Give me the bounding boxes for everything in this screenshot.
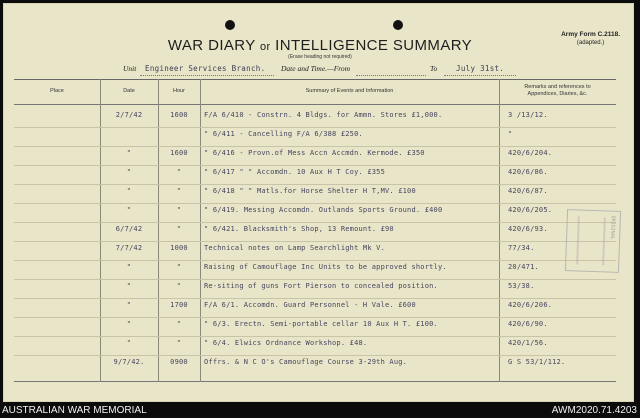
entry-date: 2/7/42 (115, 111, 143, 119)
row-divider (14, 317, 616, 318)
entry-hour: 1000 (170, 244, 188, 252)
entry-remarks: G S 53/1/112. (508, 358, 566, 366)
entry-summary: " 6/421. Blacksmith's Shop, 13 Remount. £90 (204, 225, 394, 233)
entry-hour: " (176, 187, 182, 195)
entry-summary: " 6/419. Messing Accomdn. Outlands Sports Ground. £400 (204, 206, 443, 214)
entry-date: " (126, 301, 132, 309)
header-remarks-line2: Appendices, Diaries, &c. (527, 91, 588, 97)
entry-date: " (126, 339, 132, 347)
entry-hour: " (176, 225, 182, 233)
row-divider (14, 146, 616, 147)
entry-summary: Raising of Camouflage Inc Units to be approved shortly. (204, 263, 447, 271)
entry-hour: 1600 (170, 111, 188, 119)
entry-hour: 1600 (170, 149, 188, 157)
title-or: or (259, 41, 271, 53)
entry-date: 6/7/42 (115, 225, 143, 233)
entry-date: " (126, 149, 132, 157)
page-subtitle: (Erase heading not required) (288, 54, 352, 60)
header-place: Place (50, 88, 64, 94)
entry-date: " (126, 320, 132, 328)
entry-hour: " (176, 282, 182, 290)
entry-date: 9/7/42. (113, 358, 145, 366)
row-divider (14, 165, 616, 166)
entry-summary: " 6/411 - Cancelling F/A 6/388 £250. (204, 130, 363, 138)
entry-hour: " (176, 320, 182, 328)
page-title (0, 37, 640, 54)
entry-date: " (126, 206, 132, 214)
row-divider (14, 279, 616, 280)
footer-institution: AUSTRALIAN WAR MEMORIAL (2, 405, 147, 416)
entry-summary: " 6/417 " " Accomdn. 10 Aux H T Coy. £355 (204, 168, 385, 176)
datetime-label: Date and Time.—From (281, 64, 351, 73)
entry-summary: " 6/416 - Provn.of Mess Accn Accmdn. Kermode. £350 (204, 149, 425, 157)
form-adapted-text: (adapted.) (576, 40, 605, 46)
header-remarks (499, 84, 616, 98)
footer-bar (0, 404, 640, 418)
entry-remarks: 20/471. (508, 263, 539, 271)
row-divider (14, 241, 616, 242)
title-war-diary: WAR DIARY (167, 37, 256, 54)
entry-remarks: 420/6/205. (508, 206, 553, 214)
entry-remarks: 420/6/206. (508, 301, 553, 309)
entry-remarks: 420/1/56. (508, 339, 548, 347)
to-value (456, 64, 504, 73)
entry-remarks: 3 /13/12. (508, 111, 548, 119)
entry-date: " (126, 263, 132, 271)
row-divider (14, 127, 616, 128)
row-divider (14, 203, 616, 204)
entry-remarks: 420/6/87. (508, 187, 548, 195)
entry-remarks: 77/34. (508, 244, 535, 252)
unit-label: Unit (123, 64, 137, 73)
unit-underline (140, 75, 274, 76)
row-divider (14, 184, 616, 185)
unit-value-text: Engineer Services Branch. (145, 64, 266, 73)
entry-summary: Re-siting of guns Fort Pierson to concealed position. (204, 282, 438, 290)
row-divider (14, 336, 616, 337)
entry-remarks: 420/6/90. (508, 320, 548, 328)
entry-date: " (126, 168, 132, 176)
entry-remarks: 420/6/204. (508, 149, 553, 157)
entry-summary: Technical notes on Lamp Searchlight Mk V. (204, 244, 385, 252)
entry-summary: " 6/4. Elwics Ordnance Workshop. £48. (204, 339, 368, 347)
entry-remarks: 420/6/86. (508, 168, 548, 176)
entry-hour: 1700 (170, 301, 188, 309)
to-underline (444, 75, 516, 76)
row-divider (14, 298, 616, 299)
entry-summary: Offrs. & N C O's Camouflage Course 3-29th Aug. (204, 358, 408, 366)
header-remarks-line1: Remarks and references to (524, 84, 591, 90)
entry-hour: " (176, 263, 182, 271)
entry-hour: 0900 (170, 358, 188, 366)
entry-date: 7/7/42 (115, 244, 143, 252)
entry-hour: " (176, 339, 182, 347)
archive-stamp (565, 209, 621, 273)
to-label: To (430, 64, 438, 73)
header-divider (14, 104, 616, 105)
entry-date: " (126, 282, 132, 290)
form-number-text: Army Form C.2118. (561, 31, 620, 38)
header-date: Date (123, 88, 135, 94)
to-value-text: July 31st. (456, 64, 505, 73)
entry-hour: " (176, 206, 182, 214)
header-summary: Summary of Events and Information (305, 88, 394, 94)
punch-hole (393, 20, 403, 30)
row-divider (14, 260, 616, 261)
from-underline (356, 75, 426, 76)
header-hour: Hour (173, 88, 185, 94)
row-divider (14, 222, 616, 223)
entry-summary: F/A 6/1. Accomdn. Guard Personnel - H Vale. £600 (204, 301, 416, 309)
footer-accession-number: AWM2020.71.4203 (551, 405, 637, 416)
entry-summary: " 6/3. Erectn. Semi-portable cellar 10 Aux H T. £100. (204, 320, 438, 328)
entry-date: " (126, 187, 132, 195)
punch-hole (225, 20, 235, 30)
unit-value (145, 64, 265, 73)
entry-remarks: " (508, 130, 513, 138)
title-intelligence-summary: INTELLIGENCE SUMMARY (275, 37, 473, 54)
entry-summary: " 6/418 " " Matls.for Horse Shelter H T,MV. £100 (204, 187, 416, 195)
entry-remarks: 420/6/93. (508, 225, 548, 233)
entry-remarks: 53/38. (508, 282, 535, 290)
entry-hour: " (176, 168, 182, 176)
entry-summary: F/A 6/410 - Constrn. 4 Bldgs. for Ammn. Stores £1,000. (204, 111, 443, 119)
stamp-text: ORIGINAL (609, 215, 616, 240)
row-divider (14, 355, 616, 356)
